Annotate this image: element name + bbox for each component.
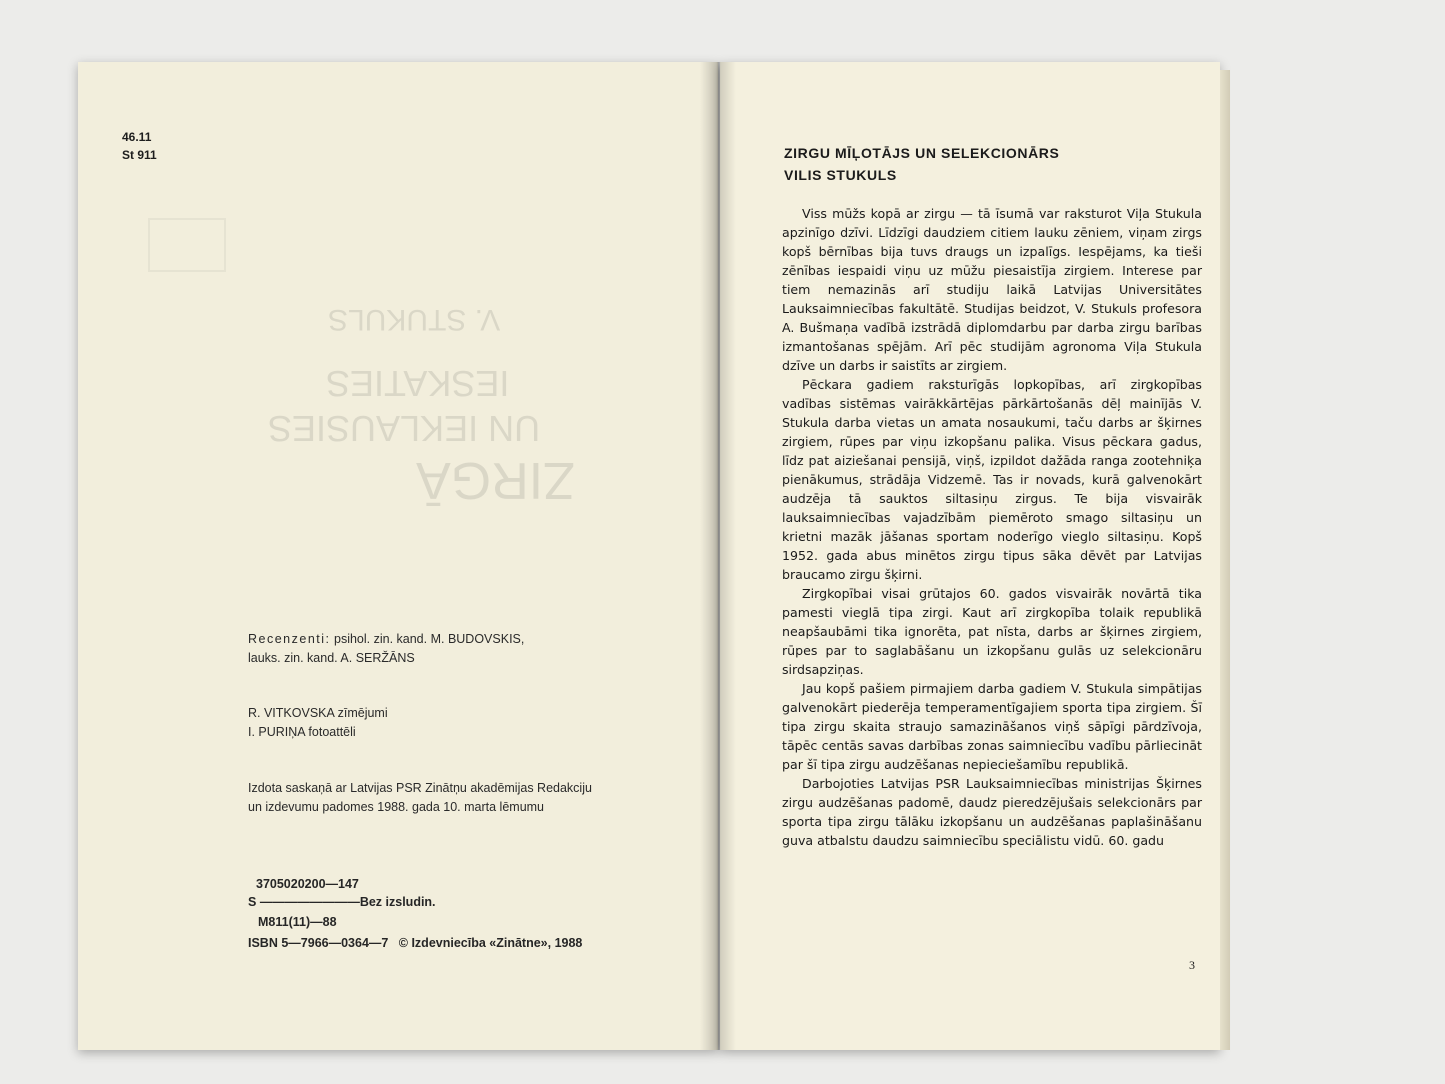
imprint-line: Izdota saskaņā ar Latvijas PSR Zinātņu akadēmijas Redakciju [248,781,592,795]
classification-line: 46.11 [122,130,152,144]
reviewers-block [248,630,524,668]
page-edge [1220,70,1230,1050]
show-through-title-line: IESKATIES [326,363,510,404]
book-spine [700,62,736,1050]
show-through-author: V. STUKULS [328,303,501,336]
catalog-m: M811(11)—88 [258,915,337,929]
paragraph: Zirgkopībai visai grūtajos 60. gados visvairāk novārtā tika pamesti vieglā tipa zirgi. Kaut arī zirgkopība tolaik republikā neapšaubāmi tika ignorēta, pat nīsta, darbs ar šķirnes zirgiem, rūpes par to saglabāšanu un izkopšanu gulās uz selekcionāru sirdsapziņas. [782,586,1202,677]
catalog-note: Bez izsludin. [359,895,436,909]
reviewer-line: lauks. zin. kand. A. SERŽĀNS [248,651,415,665]
chapter-heading [784,142,1059,186]
reviewers-label: Recenzenti: [248,632,331,646]
show-through-emblem [148,218,226,272]
paragraph: Darbojoties Latvijas PSR Lauksaimniecības ministrijas Šķirnes zirgu audzēšanas padomē, daudz pieredzējušais selekcionārs par sporta tipa zirgu tālāku izkopšanu un audzēšanas paplašināšanu guva atbalstu daudzu saimniecību speciālistu vidū. 60. gadu [782,776,1202,848]
classification-line: St 911 [122,148,157,162]
catalog-s: S [248,895,257,909]
show-through-title-line: ZIRGĀ [416,451,575,509]
reviewer-line: psihol. zin. kand. M. BUDOVSKIS, [334,632,525,646]
photographer-credit: I. PURIŅA fotoattēli [248,725,356,739]
catalog-line [248,895,436,909]
imprint-line: un izdevumu padomes 1988. gada 10. marta lēmumu [248,800,545,814]
isbn-line [248,936,582,950]
paragraph: Jau kopš pašiem pirmajiem darba gadiem V. Stukula simpātijas galvenokārt piederēja temperamentīgajiem sporta tipa zirgiem. Šī tipa zirgu skaita straujo samazināšanos viņš sāpīgi pārdzīvoja, tāpēc centās savas darbības zonas saimniecību vadību pārliecināt par šī tipa zirgu audzēšanas nepieciešamību republikā. [782,681,1202,772]
page-number: 3 [1189,958,1195,972]
catalog-code: 3705020200—147 [256,877,359,891]
imprint-block [248,779,592,817]
right-page [720,62,1220,1050]
paragraph: Viss mūžs kopā ar zirgu — tā īsumā var raksturot Viļa Stukula apzinīgo dzīvi. Līdzīgi daudziem citiem lauku zēniem, viņam zirgs kopš bērnības bija tuvs draugs un izpalīgs. Iespējams, ka tieši zēnības iespaidi viņu uz mūžu piesaistīja zirgiem. Interese par tiem nemazinās arī studiju laikā Latvijas Universitātes Lauksaimniecības fakultātē. Studijas beidzot, V. Stukuls profesora A. Bušmaņa vadībā izstrādā diplomdarbu par darba zirgu barības izmantošanas spējām. Arī pēc studijām agronoma Viļa Stukula dzīve un darbs ir saistīts ar zirgiem. [782,206,1202,373]
illustrator-credit: R. VITKOVSKA zīmējumi [248,706,388,720]
contributors-block [248,704,388,742]
heading-line: ZIRGU MĪĻOTĀJS UN SELEKCIONĀRS [784,145,1060,161]
isbn: ISBN 5—7966—0364—7 [248,936,389,950]
left-page [78,62,718,1050]
open-book [70,62,1230,1062]
classification-code [122,128,157,164]
body-text [782,204,1202,850]
paragraph: Pēckara gadiem raksturīgās lopkopības, arī zirgkopības vadības sistēmas vairākkārtējas pārkārtošanās dēļ mainījās V. Stukula darba vietas un amata nosaukumi, taču darbs ar šķirnes zirgiem, rūpes par viņu izkopšanu palika. Visus pēckara gadus, līdz pat aiziešanai pensijā, viņš, izpildot dažāda ranga zootehniķa pienākumus, strādāja Vidzemē. Tas ir novads, kurā galvenokārt audzēja tā sauktos siltasiņu zirgus. Te bija visvairāk lauksaimniecības vajadzībām piemēroto smago siltasiņu un krietni mazāk jāšanas sportam noderīgo vieglo siltasiņu. Kopš 1952. gada abus minētos zirgu tipus sāka dēvēt par Latvijas braucamo zirgu šķirni. [782,377,1202,582]
heading-line: VILIS STUKULS [784,167,897,183]
show-through-title-line: UN IEKLAUSIES [268,408,541,449]
catalog-dashes: ———————— [259,895,360,909]
copyright: © Izdevniecība «Zinātne», 1988 [398,936,583,950]
